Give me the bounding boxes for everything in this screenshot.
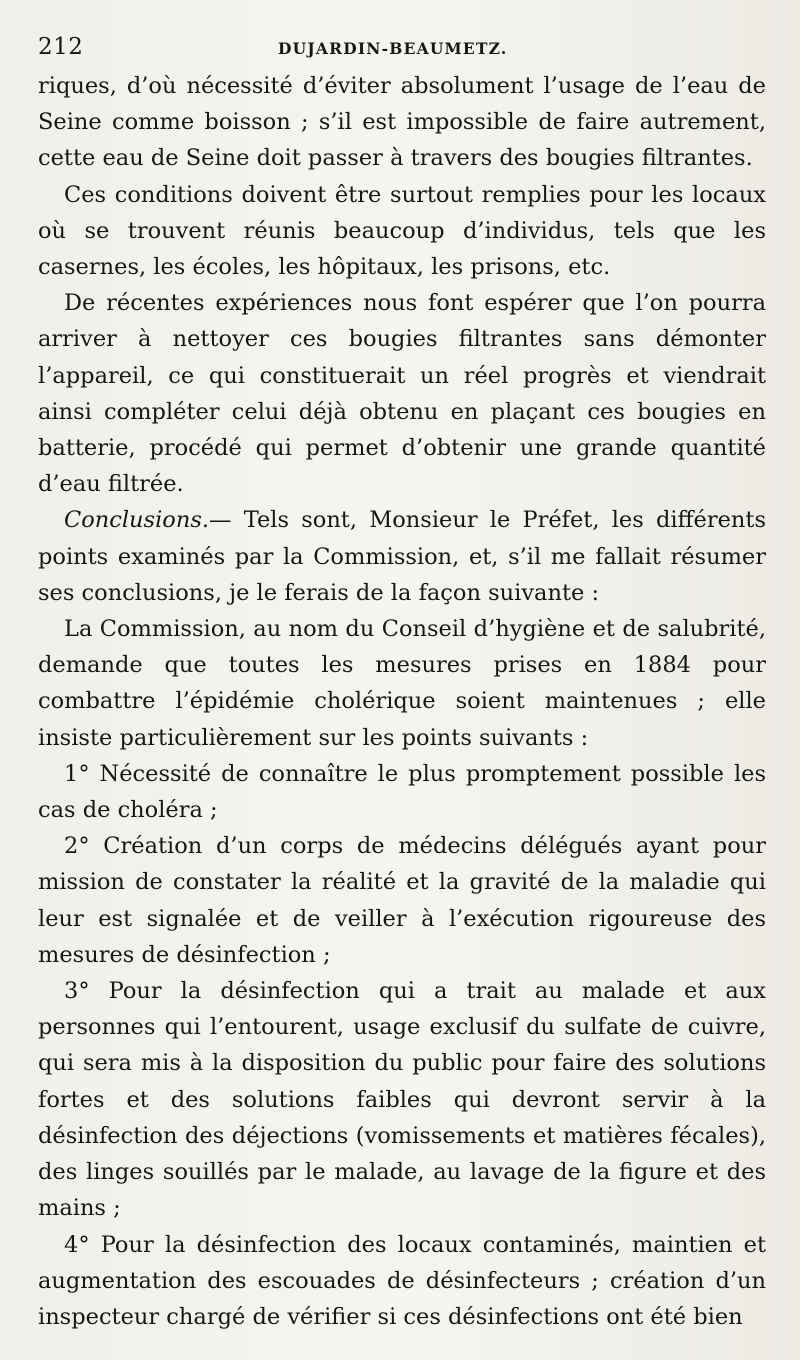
list-item-4: 4° Pour la désinfection des locaux contaminés, maintien et augmentation des escouades de désinfecteurs ; création d’un inspecteur chargé de vérifier si ces désinfections ont été bien xyxy=(38,1231,766,1330)
list-item-3: 3° Pour la désinfection qui a trait au malade et aux personnes qui l’entourent, usage exclusif du sulfate de cuivre, qui sera mis à la disposition du public pour faire des solutions fortes et des solutions faibles qui devront servir à la désinfection des déjections (vomissements et matières fécales), des linges souillés par le malade, au lavage de la figure et des mains ; xyxy=(38,978,766,1222)
paragraph-conclusions xyxy=(38,502,766,611)
paragraph-conditions: Ces conditions doivent être surtout remplies pour les locaux où se trouvent réunis beaucoup d’individus, tels que les casernes, les écoles, les hôpitaux, les prisons, etc. xyxy=(38,181,766,281)
conclusions-text: — Tels sont, Monsieur le Préfet, les différents points examinés par la Commission, et, s’il me fallait résumer ses conclusions, je le ferais de la façon suivante : xyxy=(38,507,766,606)
paragraph-continuation: riques, d’où nécessité d’éviter absolument l’usage de l’eau de Seine comme boisson ; s’il est impossible de faire autrement, cette eau de Seine doit passer à travers des bougies filtrantes. xyxy=(38,73,766,172)
list-item-1: 1° Nécessité de connaître le plus promptement possible les cas de choléra ; xyxy=(38,760,766,824)
body-text xyxy=(38,68,766,1335)
paragraph-commission: La Commission, au nom du Conseil d’hygiène et de salubrité, demande que toutes les mesures prises en 1884 pour combattre l’épidémie cholérique soient maintenues ; elle insiste particulièrement sur les points suivants : xyxy=(38,616,766,751)
list-item-2: 2° Création d’un corps de médecins délégués ayant pour mission de constater la réalité et la gravité de la maladie qui leur est signalée et de veiller à l’exécution rigoureuse des mesures de désinfection ; xyxy=(38,833,766,968)
paragraph-experiences: De récentes expériences nous font espérer que l’on pourra arriver à nettoyer ces bougies filtrantes sans démonter l’appareil, ce qui constituerait un réel progrès et viendrait ainsi compléter celui déjà obtenu en plaçant ces bougies en batterie, procédé qui permet d’obtenir une grande quantité d’eau filtrée. xyxy=(38,290,766,498)
page-number: 212 xyxy=(38,34,84,60)
conclusions-lead-in: Conclusions. xyxy=(64,507,210,534)
running-head xyxy=(38,34,766,66)
running-title: DUJARDIN-BEAUMETZ. xyxy=(278,39,508,58)
